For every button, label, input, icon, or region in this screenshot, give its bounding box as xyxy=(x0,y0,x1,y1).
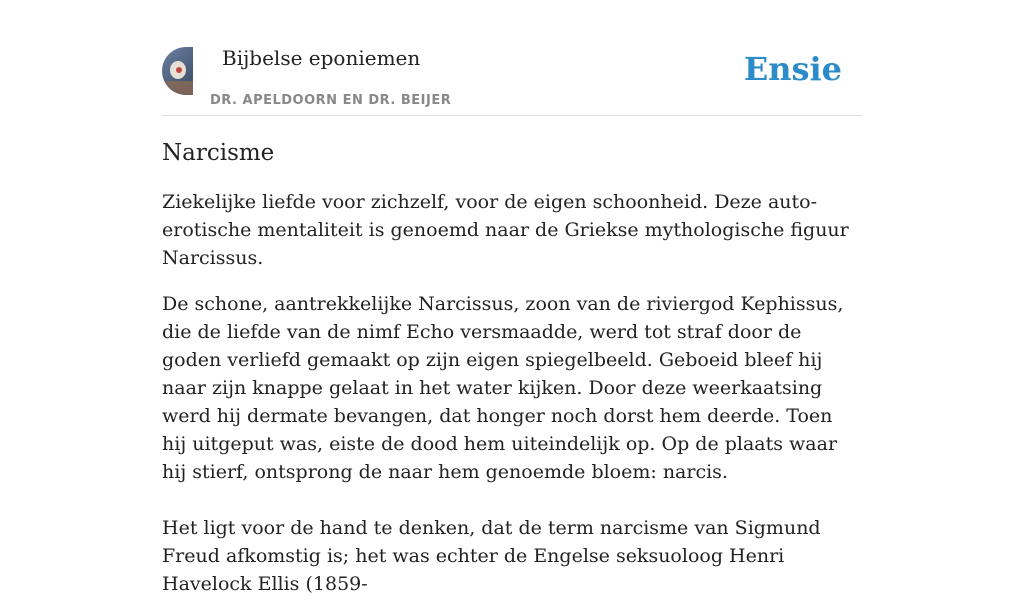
authors[interactable]: DR. APELDOORN EN DR. BEIJER xyxy=(210,93,452,108)
article xyxy=(162,140,862,616)
paragraph-1: Ziekelijke liefde voor zichzelf, voor de eigen schoonheid. Deze auto-erotische mentaliteit is genoemd naar de Griekse mythologische figuur Narcissus. xyxy=(162,191,849,269)
paragraph-3: Het ligt voor de hand te denken, dat de term narcisme van Sigmund Freud afkomstig is; het was echter de Engelse seksuoloog Henri Havelock Ellis (1859- xyxy=(162,517,821,595)
page-title: Narcisme xyxy=(162,140,275,166)
book-cover-thumbnail-icon[interactable] xyxy=(162,47,193,95)
ensie-logo[interactable]: Ensie xyxy=(743,50,842,88)
book-title[interactable]: Bijbelse eponiemen xyxy=(222,46,421,70)
header xyxy=(162,40,862,116)
paragraph-2: De schone, aantrekkelijke Narcissus, zoon van de riviergod Kephissus, die de liefde van de nimf Echo versmaadde, werd tot straf door de goden verliefd gemaakt op zijn eigen spiegelbeeld. Geboeid bleef hij naar zijn knappe gelaat in het water kijken. Door deze weerkaatsing werd hij dermate bevangen, dat honger noch dorst hem deerde. Toen hij uitgeput was, eiste de dood hem uiteindelijk op. Op de plaats waar hij stierf, ontsprong de naar hem genoemde bloem: narcis. xyxy=(162,293,844,483)
